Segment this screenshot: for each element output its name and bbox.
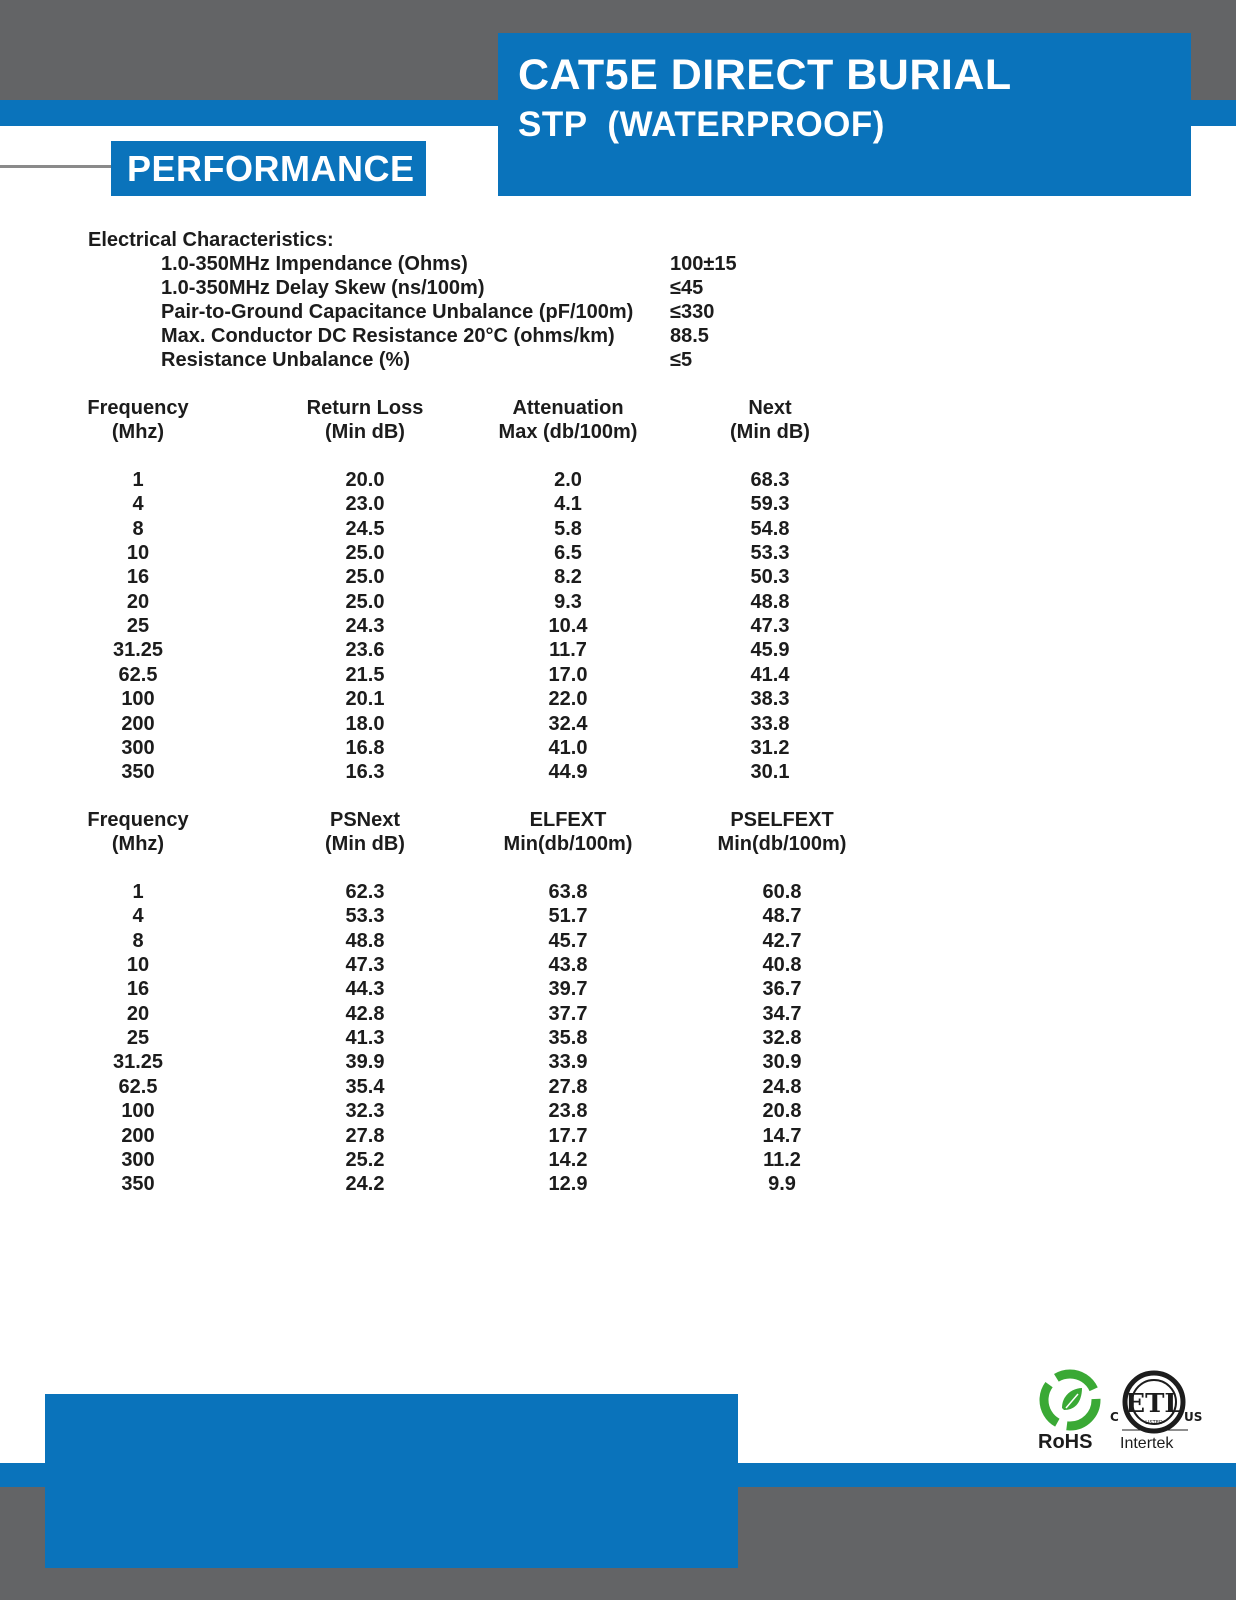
table-cell: 41.4	[750, 663, 790, 686]
table-cell: 24.5	[345, 517, 385, 540]
svg-text:US: US	[1184, 1410, 1203, 1424]
table-cell: 20.0	[345, 469, 385, 491]
table-cell: 100	[121, 688, 155, 711]
table-cell: 25.2	[345, 1148, 385, 1171]
table-cell: 47.3	[345, 954, 385, 977]
electrical-value: 100±15	[670, 253, 737, 275]
table-cell: 14.2	[548, 1148, 588, 1171]
table-cell: 35.8	[548, 1027, 588, 1050]
table-cell: 12.9	[548, 1173, 588, 1196]
rohs-label: RoHS	[1038, 1431, 1093, 1453]
table-cell: 54.8	[750, 517, 790, 540]
table-cell: 300	[121, 1148, 155, 1171]
table-cell: 62.5	[118, 663, 158, 686]
table-cell: 33.8	[750, 712, 790, 735]
table-cell: 31.25	[112, 639, 164, 662]
table-cell: 59.3	[750, 493, 790, 516]
table-cell: 60.8	[762, 881, 802, 903]
electrical-value: 88.5	[670, 325, 709, 347]
table-cell: 8	[132, 517, 144, 540]
table-cell: 23.8	[548, 1100, 588, 1123]
table-cell: 8.2	[554, 566, 582, 589]
table-cell: 41.0	[548, 736, 588, 759]
table-cell: 25	[126, 1027, 150, 1050]
electrical-value: ≤330	[670, 301, 715, 323]
table-cell: 23.0	[345, 493, 385, 516]
table-cell: 25.0	[345, 590, 385, 613]
table-cell: 8	[132, 929, 144, 952]
table-cell: 30.9	[762, 1051, 802, 1074]
table-cell: 20	[126, 590, 150, 613]
column-header-unit: Max (db/100m)	[498, 421, 638, 443]
footer-blue-box	[45, 1394, 738, 1568]
table-cell: 100	[121, 1100, 155, 1123]
header-rule	[0, 165, 112, 168]
table-cell: 45.9	[750, 639, 790, 662]
table-cell: 2.0	[554, 469, 582, 491]
table-cell: 17.7	[548, 1124, 588, 1147]
table-cell: 16	[126, 978, 150, 1001]
table-cell: 35.4	[345, 1075, 385, 1098]
table-cell: 4.1	[554, 493, 582, 516]
table-cell: 25.0	[345, 566, 385, 589]
column-header: Next	[748, 397, 792, 419]
table-cell: 39.7	[548, 978, 588, 1001]
column-header: PSELFEXT	[730, 809, 834, 831]
column-header-unit: (Min dB)	[325, 833, 405, 855]
electrical-label: Pair-to-Ground Capacitance Unbalance (pF/100m)	[161, 301, 634, 323]
table-cell: 9.9	[768, 1173, 796, 1196]
electrical-heading: Electrical Characteristics:	[88, 229, 334, 251]
electrical-label: Max. Conductor DC Resistance 20°C (ohms/km)	[161, 325, 615, 347]
table-cell: 20	[126, 1002, 150, 1025]
table-cell: 6.5	[554, 542, 582, 565]
table-cell: 18.0	[345, 712, 385, 735]
table-cell: 11.7	[549, 639, 587, 662]
table-cell: 41.3	[345, 1027, 385, 1050]
table-cell: 68.3	[750, 469, 790, 491]
table-cell: 22.0	[548, 688, 588, 711]
table-cell: 23.6	[345, 639, 385, 662]
column-header-unit: (Mhz)	[111, 421, 165, 443]
leaf-icon	[1062, 1388, 1082, 1410]
table-cell: 10	[126, 954, 150, 977]
table-cell: 20.8	[762, 1100, 802, 1123]
electrical-label: Resistance Unbalance (%)	[161, 349, 410, 371]
table-cell: 34.7	[762, 1002, 802, 1025]
column-header: Attenuation	[512, 397, 624, 419]
column-header: Frequency	[87, 809, 189, 831]
column-header: PSNext	[329, 809, 401, 831]
table-cell: 40.8	[762, 954, 802, 977]
table-cell: 350	[121, 761, 155, 784]
table-cell: 50.3	[750, 566, 790, 589]
table-cell: 63.8	[548, 881, 588, 903]
table-cell: 31.2	[750, 736, 790, 759]
table-cell: 44.9	[548, 761, 588, 784]
table-cell: 200	[121, 1124, 155, 1147]
column-header: ELFEXT	[529, 809, 607, 831]
table-cell: 11.2	[763, 1148, 801, 1171]
table-cell: 1	[132, 469, 144, 491]
table-cell: 1	[132, 881, 144, 903]
table-cell: 300	[121, 736, 155, 759]
table-cell: 10.4	[548, 615, 588, 638]
table-cell: 45.7	[548, 929, 588, 952]
table-cell: 37.7	[548, 1002, 588, 1025]
table-cell: 25	[126, 615, 150, 638]
table-cell: 39.9	[345, 1051, 385, 1074]
table-cell: 16.3	[345, 761, 385, 784]
table-cell: 4	[132, 905, 144, 928]
svg-text:ETL: ETL	[1125, 1389, 1183, 1419]
column-header: Frequency	[87, 397, 189, 419]
table-cell: 24.2	[345, 1173, 385, 1196]
table-cell: 48.8	[750, 590, 790, 613]
table-cell: 5.8	[554, 517, 582, 540]
table-cell: 33.9	[548, 1051, 588, 1074]
table-cell: 16	[126, 566, 150, 589]
table-cell: 25.0	[345, 542, 385, 565]
table-cell: 42.8	[345, 1002, 385, 1025]
table-cell: 48.8	[345, 929, 385, 952]
table-cell: 200	[121, 712, 155, 735]
column-header: Return Loss	[306, 397, 424, 419]
table-cell: 16.8	[345, 736, 385, 759]
table-cell: 20.1	[345, 688, 385, 711]
table-cell: 38.3	[750, 688, 790, 711]
intertek-label: Intertek	[1120, 1435, 1174, 1452]
table-cell: 9.3	[554, 590, 582, 613]
svg-text:LISTED: LISTED	[1145, 1420, 1163, 1426]
table-cell: 43.8	[548, 954, 588, 977]
svg-text:C: C	[1110, 1410, 1119, 1424]
product-title: CAT5E DIRECT BURIAL	[518, 51, 1012, 99]
section-title: PERFORMANCE	[111, 141, 426, 196]
electrical-label: 1.0-350MHz Delay Skew (ns/100m)	[161, 277, 485, 299]
table-cell: 62.3	[345, 881, 385, 903]
table-cell: 17.0	[548, 663, 588, 686]
table-cell: 10	[126, 542, 150, 565]
table-cell: 27.8	[345, 1124, 385, 1147]
table-cell: 32.3	[345, 1100, 385, 1123]
title-box	[498, 33, 1191, 196]
electrical-value: ≤45	[670, 277, 704, 299]
table-cell: 24.3	[345, 615, 385, 638]
table-cell: 44.3	[345, 978, 385, 1001]
table-cell: 27.8	[548, 1075, 588, 1098]
table-cell: 53.3	[750, 542, 790, 565]
table-cell: 30.1	[750, 761, 790, 784]
table-cell: 4	[132, 493, 144, 516]
column-header-unit: Min(db/100m)	[503, 833, 633, 855]
table-cell: 47.3	[750, 615, 790, 638]
table-cell: 14.7	[762, 1124, 802, 1147]
table-cell: 36.7	[762, 978, 802, 1001]
table-cell: 48.7	[762, 905, 802, 928]
table-cell: 31.25	[112, 1051, 164, 1074]
column-header-unit: (Min dB)	[730, 421, 810, 443]
table-cell: 24.8	[762, 1075, 802, 1098]
table-cell: 21.5	[345, 663, 385, 686]
table-cell: 53.3	[345, 905, 385, 928]
column-header-unit: (Min dB)	[325, 421, 405, 443]
electrical-value: ≤5	[670, 349, 693, 371]
table-cell: 32.4	[548, 712, 588, 735]
product-subtitle: STP (WATERPROOF)	[518, 105, 885, 144]
table-cell: 42.7	[762, 929, 802, 952]
column-header-unit: (Mhz)	[111, 833, 165, 855]
table-cell: 62.5	[118, 1075, 158, 1098]
table-cell: 51.7	[548, 905, 588, 928]
table-cell: 350	[121, 1173, 155, 1196]
table-cell: 32.8	[762, 1027, 802, 1050]
column-header-unit: Min(db/100m)	[717, 833, 847, 855]
electrical-label: 1.0-350MHz Impendance (Ohms)	[161, 253, 468, 275]
